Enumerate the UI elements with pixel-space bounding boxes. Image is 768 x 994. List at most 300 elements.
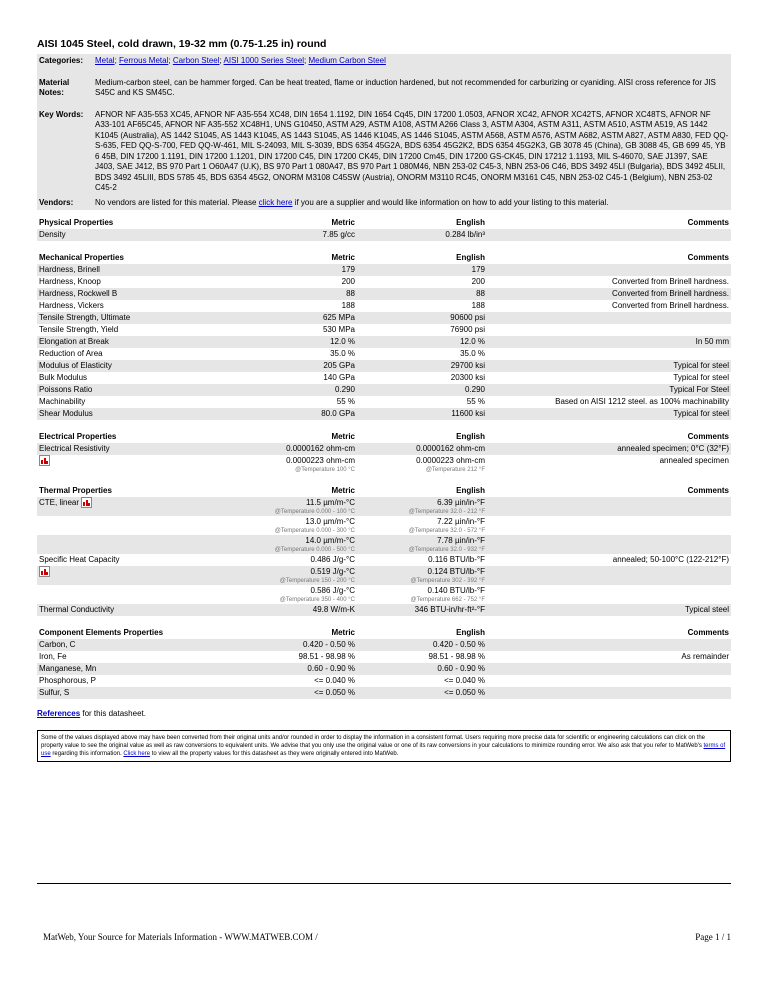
property-name-text: Tensile Strength, Ultimate — [39, 313, 131, 322]
property-name — [37, 288, 227, 300]
component-section-header — [37, 624, 731, 639]
property-name — [37, 276, 227, 288]
metric-value-cell[interactable] — [227, 585, 357, 604]
metric-value[interactable]: 11.5 µm/m-°C — [306, 498, 355, 507]
property-comment: Converted from Brinell hardness. — [612, 277, 729, 286]
property-name-text: Electrical Resistivity — [39, 444, 110, 453]
metric-value-cell[interactable] — [227, 443, 357, 455]
section-title: Electrical Properties — [39, 432, 117, 441]
property-comment: Typical for steel — [487, 360, 731, 372]
property-row — [37, 651, 731, 663]
english-value[interactable]: 0.124 BTU/lb-°F — [427, 567, 485, 576]
references-text: for this datasheet. — [80, 709, 146, 718]
category-separator: ; — [168, 56, 173, 65]
property-name — [37, 455, 227, 474]
metric-value-cell[interactable] — [227, 229, 357, 241]
english-value[interactable]: 0.60 - 0.90 % — [437, 664, 485, 673]
property-row — [37, 455, 731, 474]
english-header: English — [456, 486, 485, 495]
property-comment: In 50 mm — [487, 336, 731, 348]
category-link[interactable]: Medium Carbon Steel — [308, 56, 386, 65]
metric-value-cell[interactable] — [227, 535, 357, 554]
metric-header: Metric — [331, 218, 355, 227]
metric-value[interactable]: 13.0 µm/m-°C — [305, 517, 355, 526]
terms-of-use-link[interactable]: terms of use — [41, 743, 726, 757]
english-value-cell[interactable] — [357, 566, 487, 585]
english-value[interactable]: 179 — [471, 265, 485, 274]
english-value-cell[interactable] — [357, 312, 487, 324]
vendors-text-after: if you are a supplier and would like information on how to add your listing to this material. — [292, 197, 609, 207]
metric-value[interactable]: 49.8 W/m-K — [312, 605, 355, 614]
metric-temperature-condition: @Temperature 0.000 - 500 °C — [274, 547, 355, 553]
bar-chart-icon[interactable] — [81, 497, 92, 508]
key-words-text: AFNOR NF A35-553 XC45, AFNOR NF A35-554 XC48, DIN 1654 1.1192, DIN 1654 Cq45, DIN 17200 1.0503, AFNOR XC42, AFNOR XC42TS, AFNOR XC48TS, AFNOR NF A33-101 AF65C45, AFNOR NF A35-552 XC48H1, UNS G10450, ASTM A29, ASTM A108, ASTM A266 Class 3, ASTM A304, ASTM A311, ASTM A510, ASTM A519, AS 1442 K1045 (Australia), AS 1442 S1045, AS 1443 K1045, AS 1443 S1045, AS 1446 K1045, AS 1446 S1045, ASTM A568, ASTM A576, ASTM A682, ASTM A827, ASTM A830, FED QQ-S-635, FED QQ-S-700, FED QQ-W-461, MIL S-24093, MIL S-3039, BDS 6354 45G2A, BDS 6354 45G2K2, BDS 6354 45G2K3, GB 3078 45 (China), GB 3088 45, GB 699 45, YB 6 45B, DIN 17200 1.1191, DIN 17200 1.1201, DIN 17200 C45, DIN 17200 CK45, DIN 17200 Cm45, DIN 17200 GS-CK45, DIN 17212 1.1193, MIL S-46070, SAE J1397, SAE J403, SAE J412, BS 970 Part 1 O60A47 (U.K), BS 970 Part 1 080A47, BS 970 Part 1 080M46, NBN 253-02 C45-3, NBN 253-06 C46, BDS 3492 45LI (Bulgaria), BDS 3492 45LII, BDS 3492 45LIII, BDS 5785 45, BDS 6354 45G2, ONORM M3108 C45SW (Austria), ONORM M3110 RC45, ONORM M3161 C45, NBN 253-02 C45-1 (Belgium), NBN 253-02 C45-2 — [95, 109, 729, 192]
metric-value-cell[interactable] — [227, 651, 357, 663]
references-line — [37, 709, 731, 718]
property-row — [37, 264, 731, 276]
english-value[interactable]: 0.0000223 ohm-cm — [416, 456, 485, 465]
property-comment — [487, 535, 731, 554]
property-name — [37, 497, 227, 516]
metric-value-cell[interactable] — [227, 300, 357, 312]
property-row — [37, 348, 731, 360]
metric-value-cell[interactable] — [227, 336, 357, 348]
english-value-cell[interactable] — [357, 675, 487, 687]
metric-header: Metric — [331, 432, 355, 441]
property-name — [37, 336, 227, 348]
property-comment: annealed specimen; 0°C (32°F) — [487, 443, 731, 455]
english-value[interactable]: 0.284 lb/in³ — [445, 230, 485, 239]
property-name — [37, 229, 227, 241]
page-footer — [37, 932, 731, 942]
property-comment: Based on AISI 1212 steel. as 100% machinability — [555, 397, 729, 406]
property-comment: Converted from Brinell hardness. — [487, 288, 731, 300]
english-value[interactable]: 29700 ksi — [450, 361, 485, 370]
property-name-text: Carbon, C — [39, 640, 76, 649]
property-row — [37, 360, 731, 372]
metric-value[interactable]: 55 % — [336, 397, 355, 406]
english-value-cell[interactable] — [357, 324, 487, 336]
english-value[interactable]: 0.420 - 0.50 % — [432, 640, 485, 649]
metric-temperature-condition: @Temperature 0.000 - 100 °C — [274, 509, 355, 515]
metric-value-cell[interactable] — [227, 264, 357, 276]
metric-value[interactable]: 140 GPa — [323, 373, 355, 382]
metric-value-cell[interactable] — [227, 324, 357, 336]
key-words-label: Key Words: — [39, 109, 84, 119]
metric-value-cell[interactable] — [227, 396, 357, 408]
property-row — [37, 288, 731, 300]
material-notes-text: Medium-carbon steel, can be hammer forged. Can be heat treated, flame or induction hardened, but not recommended for carburizing or cyaniding. AISI cross reference for JIS S45C and KS SM45C. — [95, 77, 716, 97]
english-temperature-condition: @Temperature 212 °F — [425, 467, 485, 473]
category-link[interactable]: Carbon Steel — [172, 56, 220, 65]
metric-value[interactable]: 7.85 g/cc — [322, 230, 355, 239]
metric-value-cell[interactable] — [227, 516, 357, 535]
metric-temperature-condition: @Temperature 0.000 - 300 °C — [274, 528, 355, 534]
property-row — [37, 535, 731, 554]
english-value[interactable]: <= 0.040 % — [444, 676, 485, 685]
footer-divider — [37, 883, 731, 884]
english-value[interactable]: 7.22 µin/in-°F — [437, 517, 485, 526]
english-value[interactable]: 0.116 BTU/lb-°F — [428, 555, 485, 564]
english-value-cell[interactable] — [357, 687, 487, 699]
property-row — [37, 675, 731, 687]
english-temperature-condition: @Temperature 662 - 752 °F — [410, 597, 485, 603]
bar-chart-icon[interactable] — [39, 566, 50, 577]
property-row — [37, 604, 731, 616]
properties-table — [37, 214, 731, 699]
physical-section-header — [37, 214, 731, 229]
category-separator: ; — [219, 56, 224, 65]
property-name-text: Specific Heat Capacity — [39, 555, 120, 564]
property-comment — [487, 687, 731, 699]
vendors-text — [95, 198, 729, 209]
property-name — [37, 566, 227, 585]
property-row — [37, 396, 731, 408]
metric-value-cell[interactable] — [227, 312, 357, 324]
metric-value-cell[interactable] — [227, 604, 357, 616]
english-header: English — [456, 432, 485, 441]
english-value-cell[interactable] — [357, 516, 487, 535]
metric-value[interactable]: 0.420 - 0.50 % — [302, 640, 355, 649]
property-name — [37, 264, 227, 276]
metric-value[interactable]: 80.0 GPa — [321, 409, 355, 418]
english-temperature-condition: @Temperature 302 - 392 °F — [410, 578, 485, 584]
metric-value-cell[interactable] — [227, 384, 357, 396]
property-row — [37, 300, 731, 312]
property-name — [37, 443, 227, 455]
metric-value-cell[interactable] — [227, 566, 357, 585]
property-comment — [487, 324, 731, 336]
metric-temperature-condition: @Temperature 350 - 400 °C — [279, 597, 355, 603]
mechanical-section-header — [37, 249, 731, 264]
property-comment: Typical steel — [487, 604, 731, 616]
section-title: Mechanical Properties — [39, 253, 124, 262]
english-value-cell[interactable] — [357, 535, 487, 554]
metric-header: Metric — [331, 486, 355, 495]
property-name — [37, 396, 227, 408]
property-comment: Typical For Steel — [487, 384, 731, 396]
categories-list — [95, 56, 729, 67]
property-name-text: Modulus of Elasticity — [39, 361, 112, 370]
property-name-text: Reduction of Area — [39, 349, 103, 358]
datasheet-page — [37, 38, 731, 762]
section-title: Thermal Properties — [39, 486, 112, 495]
english-temperature-condition: @Temperature 32.0 - 212 °F — [408, 509, 485, 515]
footer-left: MatWeb, Your Source for Materials Information - WWW.MATWEB.COM / — [43, 932, 318, 942]
property-comment — [487, 585, 731, 604]
property-name-text: Poissons Ratio — [39, 385, 93, 394]
section-title: Component Elements Properties — [39, 628, 164, 637]
metric-value-cell[interactable] — [227, 663, 357, 675]
property-name — [37, 312, 227, 324]
property-row — [37, 384, 731, 396]
property-name-text: Thermal Conductivity — [39, 605, 115, 614]
metric-value-cell[interactable] — [227, 276, 357, 288]
property-name — [37, 604, 227, 616]
property-comment: As remainder — [681, 652, 729, 661]
property-name — [37, 516, 227, 535]
property-comment: annealed specimen — [659, 456, 729, 465]
thermal-section-header — [37, 482, 731, 497]
property-row — [37, 229, 731, 241]
english-value[interactable]: 98.51 - 98.98 % — [428, 652, 485, 661]
key-words-row — [37, 108, 731, 196]
metric-value[interactable]: <= 0.040 % — [314, 676, 355, 685]
english-value[interactable]: 188 — [471, 301, 485, 310]
property-row — [37, 408, 731, 420]
property-row — [37, 566, 731, 585]
metric-value-cell[interactable] — [227, 408, 357, 420]
metric-value-cell[interactable] — [227, 497, 357, 516]
material-notes-row — [37, 76, 731, 101]
metric-value[interactable]: 530 MPa — [322, 325, 355, 334]
english-value[interactable]: 200 — [471, 277, 485, 286]
metric-value[interactable]: 625 MPa — [322, 313, 355, 322]
metric-value[interactable]: 188 — [341, 301, 355, 310]
property-row — [37, 312, 731, 324]
property-name — [37, 535, 227, 554]
english-value[interactable]: 55 % — [466, 397, 485, 406]
property-name — [37, 554, 227, 566]
english-value-cell[interactable] — [357, 651, 487, 663]
categories-row — [37, 54, 731, 69]
metric-value-cell[interactable] — [227, 288, 357, 300]
vendors-click-here-link[interactable]: click here — [258, 197, 293, 207]
property-comment: Typical for steel — [487, 408, 731, 420]
english-value[interactable]: 7.78 µin/in-°F — [437, 536, 485, 545]
property-comment: Converted from Brinell hardness. — [612, 301, 729, 310]
english-header: English — [456, 253, 485, 262]
property-comment — [487, 663, 731, 675]
property-comment — [487, 264, 731, 276]
disclaimer-part2: regarding this information. — [50, 751, 124, 757]
english-temperature-condition: @Temperature 32.0 - 572 °F — [408, 528, 485, 534]
property-comment — [487, 639, 731, 651]
english-value-cell[interactable] — [357, 639, 487, 651]
property-name — [37, 651, 227, 663]
property-name — [37, 384, 227, 396]
metric-value-cell[interactable] — [227, 360, 357, 372]
property-name — [37, 687, 227, 699]
property-name — [37, 408, 227, 420]
english-value-cell[interactable] — [357, 276, 487, 288]
english-value[interactable]: 0.140 BTU/lb-°F — [427, 586, 485, 595]
comments-header: Comments — [687, 253, 729, 262]
metric-header: Metric — [331, 253, 355, 262]
metric-value-cell[interactable] — [227, 372, 357, 384]
footer-page-number: Page 1 / 1 — [695, 932, 731, 942]
metric-value-cell[interactable] — [227, 675, 357, 687]
comments-header: Comments — [687, 486, 729, 495]
metric-value[interactable]: 98.51 - 98.98 % — [298, 652, 355, 661]
english-value[interactable]: 76900 psi — [450, 325, 485, 334]
property-name-text: Shear Modulus — [39, 409, 93, 418]
property-row — [37, 276, 731, 288]
metric-value[interactable]: 0.519 J/g-°C — [310, 567, 355, 576]
property-name-text: Hardness, Vickers — [39, 301, 104, 310]
english-value[interactable]: 20300 ksi — [450, 373, 485, 382]
english-value-cell[interactable] — [357, 372, 487, 384]
metric-header: Metric — [331, 628, 355, 637]
metric-temperature-condition: @Temperature 100 °C — [295, 467, 355, 473]
property-name-text: Bulk Modulus — [39, 373, 88, 382]
property-comment — [487, 675, 731, 687]
vendors-row — [37, 196, 731, 211]
english-value-cell[interactable] — [357, 336, 487, 348]
property-name-text: CTE, linear — [39, 498, 80, 507]
metric-value-cell[interactable] — [227, 455, 357, 474]
property-name-text: Hardness, Brinell — [39, 265, 100, 274]
property-comment — [487, 566, 731, 585]
comments-header: Comments — [687, 432, 729, 441]
property-comment: annealed; 50-100°C (122-212°F) — [612, 555, 729, 564]
property-name-text: Phosphorous, P — [39, 676, 96, 685]
english-value[interactable]: <= 0.050 % — [444, 688, 485, 697]
categories-label: Categories: — [39, 56, 84, 65]
property-row — [37, 336, 731, 348]
metric-value[interactable]: <= 0.050 % — [314, 688, 355, 697]
property-comment — [487, 516, 731, 535]
english-value-cell[interactable] — [357, 288, 487, 300]
english-value[interactable]: 0.0000162 ohm-cm — [416, 444, 485, 453]
comments-header: Comments — [687, 218, 729, 227]
metric-value-cell[interactable] — [227, 639, 357, 651]
property-row — [37, 516, 731, 535]
info-panel — [37, 54, 731, 210]
property-name — [37, 300, 227, 312]
english-value-cell[interactable] — [357, 455, 487, 474]
property-comment — [487, 229, 731, 241]
english-value-cell[interactable] — [357, 585, 487, 604]
metric-value[interactable]: 0.0000223 ohm-cm — [286, 456, 355, 465]
english-value-cell[interactable] — [357, 384, 487, 396]
english-value-cell[interactable] — [357, 408, 487, 420]
english-value-cell[interactable] — [357, 360, 487, 372]
property-row — [37, 663, 731, 675]
property-comment — [487, 497, 731, 516]
property-name-text: Tensile Strength, Yield — [39, 325, 119, 334]
property-row — [37, 554, 731, 566]
disclaimer-box — [37, 730, 731, 762]
metric-value[interactable]: 205 GPa — [323, 361, 355, 370]
metric-value[interactable]: 88 — [346, 289, 355, 298]
electrical-section-header — [37, 428, 731, 443]
property-row — [37, 687, 731, 699]
property-comment — [487, 312, 731, 324]
english-value-cell[interactable] — [357, 443, 487, 455]
comments-header: Comments — [687, 628, 729, 637]
metric-value[interactable]: 200 — [341, 277, 355, 286]
disclaimer-part1: Some of the values displayed above may have been converted from their original units and/or rounded in order to display the information in a consistent format. Users requiring more precise data for scientific or engineering calculations can click on the property value to see the original value as well as raw conversions to equivalent units. We advise that you only use the original value or one of its raw conversions in your calculations to minimize rounding error. We also ask that you refer to MatWeb's — [41, 735, 706, 749]
property-name — [37, 360, 227, 372]
metric-value-cell[interactable] — [227, 348, 357, 360]
english-value-cell[interactable] — [357, 229, 487, 241]
english-value-cell[interactable] — [357, 300, 487, 312]
page-title: AISI 1045 Steel, cold drawn, 19-32 mm (0.75-1.25 in) round — [37, 38, 327, 50]
english-value[interactable]: 346 BTU-in/hr-ft²-°F — [414, 605, 485, 614]
metric-value[interactable]: 14.0 µm/m-°C — [305, 536, 355, 545]
english-temperature-condition: @Temperature 32.0 - 932 °F — [408, 547, 485, 553]
references-link[interactable]: References — [37, 709, 81, 718]
english-value[interactable]: 35.0 % — [460, 349, 485, 358]
vendors-label: Vendors: — [39, 197, 74, 207]
metric-value[interactable]: 0.290 — [334, 385, 355, 394]
property-comment: Typical for steel — [673, 373, 729, 382]
english-value[interactable]: 90600 psi — [450, 313, 485, 322]
metric-value[interactable]: 0.486 J/g-°C — [310, 555, 355, 564]
english-header: English — [456, 218, 485, 227]
metric-temperature-condition: @Temperature 150 - 200 °C — [279, 578, 355, 584]
english-value[interactable]: 0.290 — [464, 385, 485, 394]
property-row — [37, 639, 731, 651]
english-value-cell[interactable] — [357, 554, 487, 566]
english-value[interactable]: 6.39 µin/in-°F — [437, 498, 485, 507]
property-name — [37, 639, 227, 651]
english-value-cell[interactable] — [357, 604, 487, 616]
english-header: English — [456, 628, 485, 637]
property-name-text: Manganese, Mn — [39, 664, 97, 673]
metric-value[interactable]: 35.0 % — [330, 349, 355, 358]
english-value[interactable]: 12.0 % — [460, 337, 485, 346]
property-comment — [487, 348, 731, 360]
property-name-text: Density — [39, 230, 66, 239]
category-separator: ; — [304, 56, 309, 65]
metric-value[interactable]: 0.0000162 ohm-cm — [286, 444, 355, 453]
property-name — [37, 372, 227, 384]
english-value[interactable]: 88 — [476, 289, 485, 298]
material-notes-label: Material Notes: — [39, 77, 70, 97]
property-name — [37, 324, 227, 336]
section-title: Physical Properties — [39, 218, 114, 227]
category-link[interactable]: AISI 1000 Series Steel — [223, 56, 305, 65]
property-row — [37, 372, 731, 384]
property-row — [37, 585, 731, 604]
english-value-cell[interactable] — [357, 348, 487, 360]
property-name — [37, 348, 227, 360]
english-value-cell[interactable] — [357, 497, 487, 516]
english-value[interactable]: 11600 ksi — [451, 409, 485, 418]
property-name-text: Elongation at Break — [39, 337, 109, 346]
vendors-text-before: No vendors are listed for this material. Please — [95, 197, 259, 207]
english-value-cell[interactable] — [357, 663, 487, 675]
english-value-cell[interactable] — [357, 396, 487, 408]
property-name — [37, 585, 227, 604]
metric-value-cell[interactable] — [227, 687, 357, 699]
property-name — [37, 675, 227, 687]
metric-value[interactable]: 179 — [341, 265, 355, 274]
property-name-text: Iron, Fe — [39, 652, 67, 661]
property-name-text: Hardness, Knoop — [39, 277, 101, 286]
property-name-text: Machinability — [39, 397, 86, 406]
property-name-text: Hardness, Rockwell B — [39, 289, 118, 298]
click-here-link[interactable]: Click here — [123, 751, 151, 757]
property-row — [37, 497, 731, 516]
category-separator: ; — [114, 56, 120, 65]
metric-value[interactable]: 12.0 % — [330, 337, 355, 346]
disclaimer-part3: to view all the property values for this datasheet as they were originally entered into MatWeb. — [150, 751, 399, 757]
category-link[interactable]: Metal — [95, 56, 115, 65]
property-name — [37, 663, 227, 675]
property-name-text: Sulfur, S — [39, 688, 70, 697]
bar-chart-icon[interactable] — [39, 455, 50, 466]
metric-value[interactable]: 0.60 - 0.90 % — [307, 664, 355, 673]
metric-value[interactable]: 0.586 J/g-°C — [310, 586, 355, 595]
english-value-cell[interactable] — [357, 264, 487, 276]
property-row — [37, 443, 731, 455]
category-link[interactable]: Ferrous Metal — [119, 56, 169, 65]
property-row — [37, 324, 731, 336]
metric-value-cell[interactable] — [227, 554, 357, 566]
